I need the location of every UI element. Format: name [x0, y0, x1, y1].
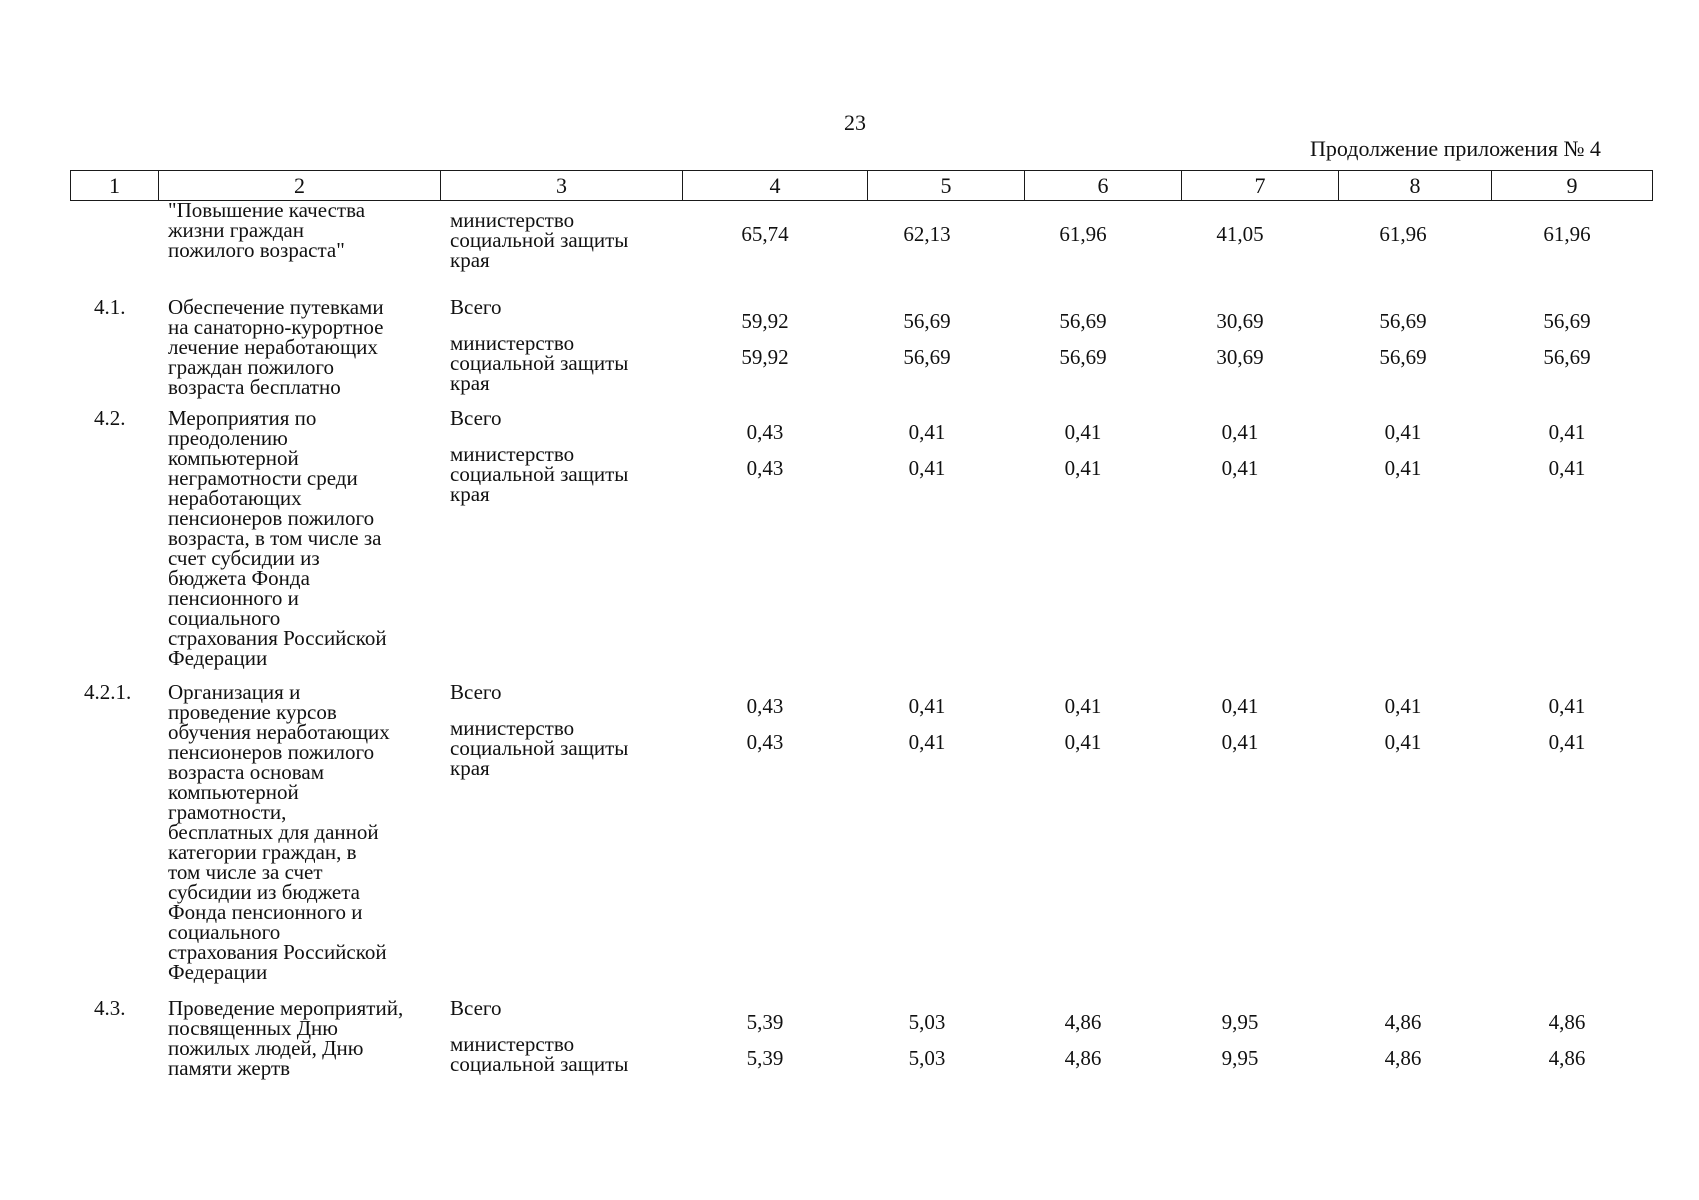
value-cell: 4,86: [1064, 1010, 1102, 1034]
value-cell: 0,41: [1384, 420, 1422, 444]
column-header-row: [71, 171, 1653, 201]
row-source-label: Всего: [450, 680, 502, 704]
value-cell: 56,69: [1543, 345, 1591, 369]
row-source-label: Всего: [450, 406, 502, 430]
value-cell: 0,41: [1064, 420, 1102, 444]
value-cell: 0,41: [1064, 456, 1102, 480]
value-cell: 0,41: [908, 456, 946, 480]
value-cell: 0,41: [908, 730, 946, 754]
value-cell: 0,41: [1384, 694, 1422, 718]
column-header-5: 5: [868, 171, 1025, 201]
value-cell: 0,43: [746, 456, 784, 480]
column-header-8: 8: [1339, 171, 1492, 201]
column-header-table: [70, 170, 1653, 201]
value-cell: 0,43: [746, 420, 784, 444]
column-header-1: 1: [71, 171, 159, 201]
value-cell: 56,69: [903, 309, 951, 333]
row-name: Обеспечение путевками на санаторно-курортное лечение неработающих граждан пожилого возраста бесплатно: [168, 295, 384, 399]
column-header-4: 4: [683, 171, 868, 201]
value-cell: 56,69: [1059, 309, 1107, 333]
row-source-label: министерство социальной защиты края: [450, 716, 629, 780]
value-cell: 56,69: [1379, 309, 1427, 333]
value-cell: 5,39: [746, 1010, 784, 1034]
value-cell: 0,41: [908, 694, 946, 718]
value-cell: 0,41: [1384, 456, 1422, 480]
continuation-title: Продолжение приложения № 4: [1310, 136, 1601, 161]
row-source-label: министерство социальной защиты края: [450, 331, 629, 395]
value-cell: 65,74: [741, 222, 789, 246]
row-name: Организация и проведение курсов обучения неработающих пенсионеров пожилого возраста основам компьютерной грамотности, бесплатных для данной категории граждан, в том числе за счет субсидии из бюджета Фонда пенсионного и социального страхования Российской Федерации: [168, 680, 390, 984]
value-cell: 41,05: [1216, 222, 1264, 246]
value-cell: 0,41: [1221, 694, 1259, 718]
page-number: 23: [844, 110, 866, 135]
value-cell: 62,13: [903, 222, 951, 246]
row-number: 4.2.1.: [84, 680, 132, 704]
column-header-7: 7: [1182, 171, 1339, 201]
column-header-2: 2: [159, 171, 441, 201]
row-name: Проведение мероприятий, посвященных Дню пожилых людей, Дню памяти жертв: [168, 996, 404, 1080]
row-source-label: министерство социальной защиты края: [450, 442, 629, 506]
value-cell: 0,41: [908, 420, 946, 444]
column-header-3: 3: [441, 171, 683, 201]
row-name: Мероприятия по преодолению компьютерной неграмотности среди неработающих пенсионеров пожилого возраста, в том числе за счет субсидии из бюджета Фонда пенсионного и социального страхования Российской Федерации: [168, 406, 387, 670]
value-cell: 59,92: [741, 309, 789, 333]
value-cell: 0,41: [1221, 420, 1259, 444]
row-source-label: министерство социальной защиты края: [450, 208, 629, 272]
value-cell: 0,41: [1064, 694, 1102, 718]
value-cell: 0,41: [1548, 730, 1586, 754]
value-cell: 0,43: [746, 694, 784, 718]
row-source-label: Всего: [450, 295, 502, 319]
row-number: 4.2.: [94, 406, 126, 430]
value-cell: 0,41: [1548, 694, 1586, 718]
value-cell: 59,92: [741, 345, 789, 369]
value-cell: 4,86: [1064, 1046, 1102, 1070]
row-name: "Повышение качества жизни граждан пожилого возраста": [168, 198, 366, 262]
value-cell: 56,69: [1543, 309, 1591, 333]
value-cell: 0,41: [1221, 730, 1259, 754]
value-cell: 0,41: [1064, 730, 1102, 754]
value-cell: 5,03: [908, 1046, 946, 1070]
value-cell: 61,96: [1543, 222, 1591, 246]
column-header-9: 9: [1492, 171, 1653, 201]
value-cell: 56,69: [1379, 345, 1427, 369]
value-cell: 0,41: [1548, 456, 1586, 480]
row-number: 4.1.: [94, 295, 126, 319]
value-cell: 4,86: [1548, 1010, 1586, 1034]
column-header-6: 6: [1025, 171, 1182, 201]
value-cell: 30,69: [1216, 309, 1264, 333]
value-cell: 0,41: [1221, 456, 1259, 480]
row-source-label: Всего: [450, 996, 502, 1020]
row-source-label: министерство социальной защиты: [450, 1032, 629, 1076]
row-number: 4.3.: [94, 996, 126, 1020]
value-cell: 4,86: [1384, 1046, 1422, 1070]
value-cell: 9,95: [1221, 1046, 1259, 1070]
value-cell: 0,41: [1548, 420, 1586, 444]
value-cell: 4,86: [1548, 1046, 1586, 1070]
value-cell: 56,69: [1059, 345, 1107, 369]
value-cell: 61,96: [1059, 222, 1107, 246]
value-cell: 0,43: [746, 730, 784, 754]
value-cell: 5,03: [908, 1010, 946, 1034]
value-cell: 9,95: [1221, 1010, 1259, 1034]
value-cell: 30,69: [1216, 345, 1264, 369]
value-cell: 4,86: [1384, 1010, 1422, 1034]
value-cell: 0,41: [1384, 730, 1422, 754]
value-cell: 61,96: [1379, 222, 1427, 246]
value-cell: 5,39: [746, 1046, 784, 1070]
value-cell: 56,69: [903, 345, 951, 369]
